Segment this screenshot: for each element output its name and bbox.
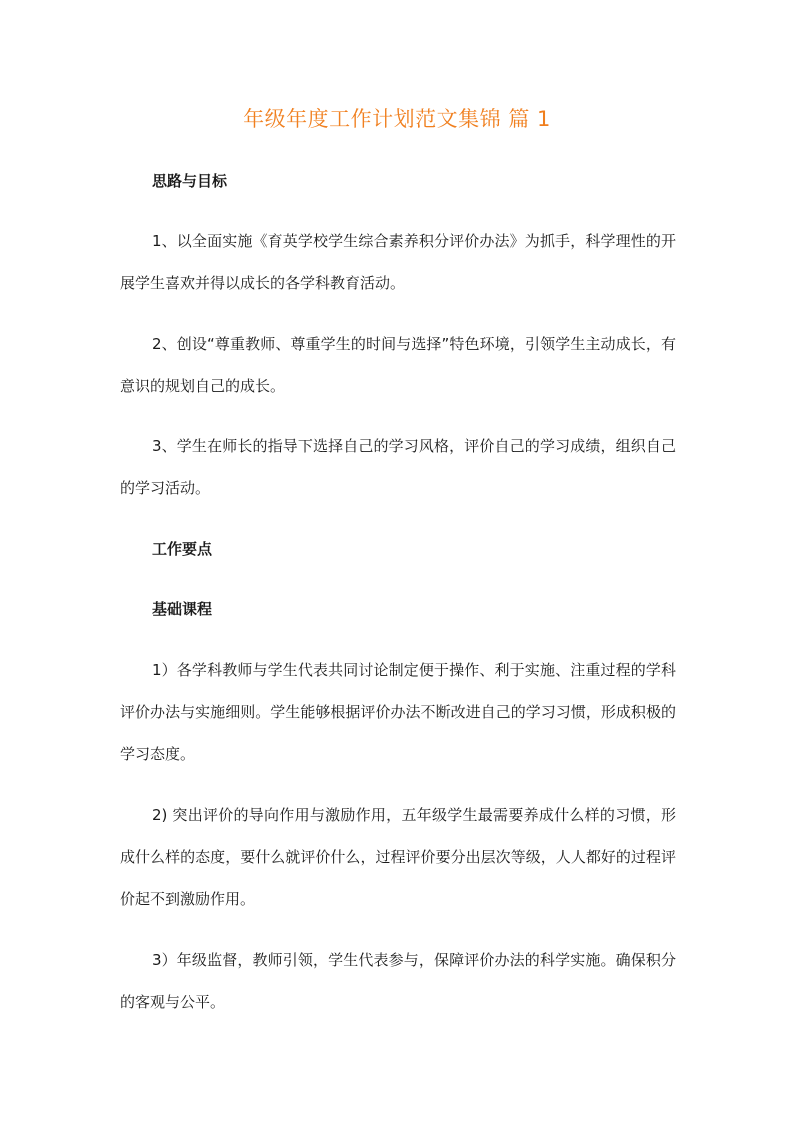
paragraph-course-2: 2) 突出评价的导向作用与激励作用，五年级学生最需要养成什么样的习惯，形成什么样的态度，要什么就评价什么，过程评价要分出层次等级，人人都好的过程评价起不到激励作用。 bbox=[120, 806, 676, 908]
paragraph-course-1: 1）各学科教师与学生代表共同讨论制定便于操作、利于实施、注重过程的学科评价办法与实施细则。学生能够根据评价办法不断改进自己的学习习惯，形成积极的学习态度。 bbox=[120, 661, 676, 763]
section-heading-goals: 思路与目标 bbox=[152, 172, 228, 190]
document-title: 年级年度工作计划范文集锦 篇 1 bbox=[243, 107, 551, 131]
paragraph-course-3: 3）年级监督，教师引领，学生代表参与，保障评价办法的科学实施。确保积分的客观与公平。 bbox=[120, 951, 676, 1011]
paragraph-goal-3: 3、学生在师长的指导下选择自己的学习风格，评价自己的学习成绩，组织自己的学习活动。 bbox=[120, 437, 676, 497]
paragraph-goal-2: 2、创设“尊重教师、尊重学生的时间与选择”特色环境，引领学生主动成长，有意识的规划自己的成长。 bbox=[120, 335, 676, 395]
section-heading-key-points: 工作要点 bbox=[152, 540, 213, 558]
section-heading-basic-courses: 基础课程 bbox=[152, 600, 213, 618]
paragraph-goal-1: 1、以全面实施《育英学校学生综合素养积分评价办法》为抓手，科学理性的开展学生喜欢并得以成长的各学科教育活动。 bbox=[120, 232, 676, 292]
